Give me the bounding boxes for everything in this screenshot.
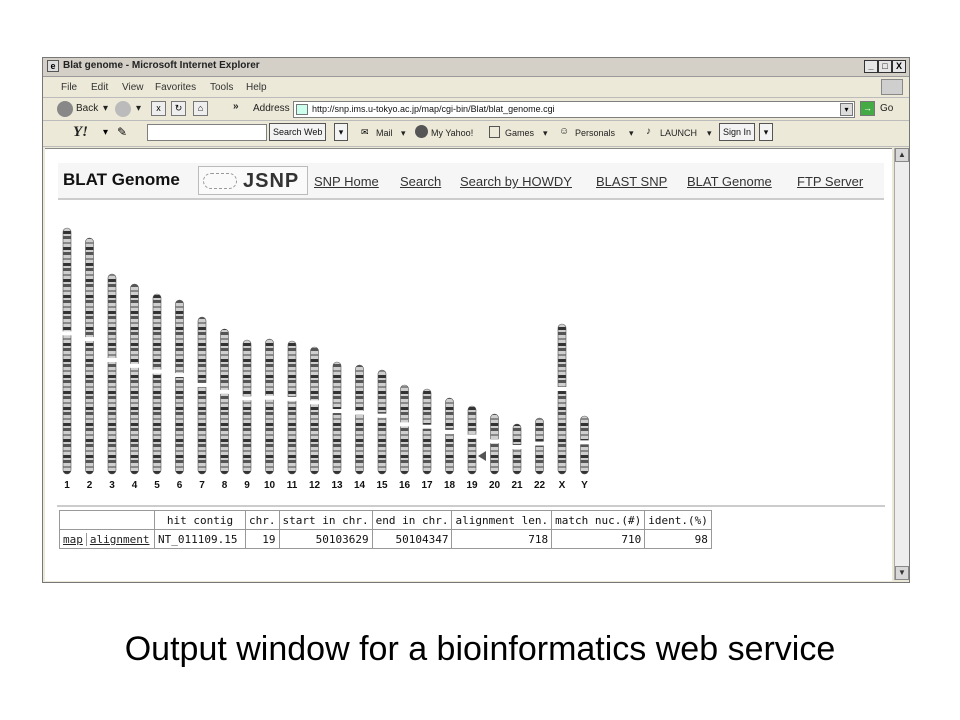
vertical-scrollbar[interactable] xyxy=(894,148,909,580)
centromere-9 xyxy=(243,396,252,400)
chromosome-label: 1 xyxy=(64,480,70,491)
chromosome-12[interactable] xyxy=(311,347,319,474)
centromere-11 xyxy=(288,397,297,401)
chromosome-label: 2 xyxy=(86,480,93,491)
menu-file[interactable]: File xyxy=(61,82,78,93)
header-start: start in chr. xyxy=(279,511,372,530)
chromosome-5[interactable] xyxy=(153,294,161,474)
link-search-by-howdy[interactable]: Search by HOWDY xyxy=(460,174,572,189)
home-icon[interactable]: ⌂ xyxy=(193,101,208,116)
cell-hit-contig: NT_011109.15 xyxy=(155,530,246,549)
mail-link[interactable]: Mail xyxy=(376,128,393,138)
go-button-label[interactable]: Go xyxy=(880,103,894,114)
chromosome-10[interactable] xyxy=(266,339,274,474)
chromosome-22[interactable] xyxy=(536,418,544,474)
chromosome-14[interactable] xyxy=(356,365,364,474)
chromosome-label: 6 xyxy=(176,480,183,491)
chromosome-label: 16 xyxy=(398,480,411,491)
chromosome-6[interactable] xyxy=(176,300,184,474)
personals-icon[interactable]: ☺ xyxy=(559,126,570,137)
sign-in-dropdown-icon[interactable]: ▾ xyxy=(759,123,773,141)
header-match-nuc: match nuc.(#) xyxy=(552,511,645,530)
address-dropdown-icon[interactable]: ▾ xyxy=(840,103,853,116)
more-buttons-chevron[interactable]: » xyxy=(233,101,239,112)
cell-end: 50104347 xyxy=(372,530,452,549)
scroll-down-arrow-icon[interactable]: ▼ xyxy=(895,566,909,580)
mail-dropdown-icon[interactable]: ▾ xyxy=(401,128,406,138)
cell-ident: 98 xyxy=(645,530,712,549)
centromere-Y xyxy=(580,440,589,444)
header-alignment-len: alignment len. xyxy=(452,511,552,530)
page-title: BLAT Genome xyxy=(63,170,180,189)
centromere-2 xyxy=(85,337,94,341)
chromosome-label: 17 xyxy=(421,480,433,491)
chromosome-18[interactable] xyxy=(446,398,454,474)
centromere-8 xyxy=(220,390,229,394)
menu-view[interactable]: View xyxy=(122,82,144,93)
divider xyxy=(57,505,885,507)
chromosome-3[interactable] xyxy=(108,274,116,474)
search-web-button[interactable]: Search Web xyxy=(269,123,326,141)
chromosome-label: 7 xyxy=(199,480,205,491)
centromere-18 xyxy=(445,430,454,434)
map-link[interactable]: map xyxy=(63,532,83,546)
centromere-5 xyxy=(153,370,162,374)
jsnp-logo xyxy=(198,166,308,195)
centromere-7 xyxy=(198,383,207,387)
centromere-19 xyxy=(468,435,477,439)
mail-icon[interactable]: ✉ xyxy=(361,127,369,137)
stop-icon[interactable]: x xyxy=(151,101,166,116)
title-bar xyxy=(43,58,909,77)
close-button[interactable]: X xyxy=(892,60,906,73)
centromere-20 xyxy=(490,439,499,443)
centromere-22 xyxy=(535,442,544,446)
page-header xyxy=(58,163,884,200)
chromosome-label: 10 xyxy=(263,480,276,491)
chromosome-label: 14 xyxy=(353,480,366,491)
scroll-up-arrow-icon[interactable]: ▲ xyxy=(895,148,909,162)
centromere-16 xyxy=(400,422,409,426)
chromosome-label: 18 xyxy=(443,480,456,491)
header-empty xyxy=(60,511,155,530)
chromosome-4[interactable] xyxy=(131,284,139,474)
link-blast-snp[interactable]: BLAST SNP xyxy=(596,174,668,189)
browser-window xyxy=(42,57,910,583)
cell-match-nuc: 710 xyxy=(552,530,645,549)
menu-edit[interactable]: Edit xyxy=(91,82,109,93)
forward-dropdown-icon[interactable]: ▾ xyxy=(136,103,142,114)
address-value: http://snp.ims.u-tokyo.ac.jp/map/cgi-bin/Blat/blat_genome.cgi xyxy=(312,104,555,114)
header-chr: chr. xyxy=(246,511,280,530)
games-link[interactable]: Games xyxy=(505,128,535,138)
personals-link[interactable]: Personals xyxy=(575,128,616,138)
address-label: Address xyxy=(253,103,290,114)
header-hit-contig: hit contig xyxy=(155,511,246,530)
sign-in-button[interactable]: Sign In xyxy=(719,123,755,141)
chromosome-11[interactable] xyxy=(288,341,296,474)
chromosome-20[interactable] xyxy=(491,414,499,474)
centromere-14 xyxy=(355,411,364,415)
link-ftp-server[interactable]: FTP Server xyxy=(797,174,864,189)
chromosome-label: 20 xyxy=(488,480,501,491)
chromosome-1[interactable] xyxy=(63,228,71,474)
search-dropdown-icon[interactable]: ▾ xyxy=(334,123,348,141)
refresh-icon[interactable]: ↻ xyxy=(171,101,186,116)
chromosome-label: 9 xyxy=(244,480,250,491)
dna-swirl-icon xyxy=(203,173,237,189)
centromere-4 xyxy=(130,364,139,368)
games-dropdown-icon[interactable]: ▾ xyxy=(543,128,548,138)
chromosome-13[interactable] xyxy=(333,362,341,474)
chromosome-label: Y xyxy=(581,480,588,491)
row-links-cell xyxy=(60,530,155,549)
chromosome-label: 3 xyxy=(109,480,115,491)
chromosome-ideogram xyxy=(45,204,890,504)
chromosome-label: 4 xyxy=(131,480,138,491)
chromosome-label: 21 xyxy=(511,480,523,491)
yahoo-search-input[interactable] xyxy=(147,124,267,141)
chromosome-8[interactable] xyxy=(221,329,229,474)
chromosome-label: 13 xyxy=(331,480,343,491)
menu-favorites[interactable]: Favorites xyxy=(155,82,197,93)
centromere-6 xyxy=(175,373,184,377)
table-header-row xyxy=(60,511,712,530)
menu-bar xyxy=(43,78,909,98)
launch-link[interactable]: LAUNCH xyxy=(660,128,698,138)
personals-dropdown-icon[interactable]: ▾ xyxy=(629,128,634,138)
logo-text: JSNP xyxy=(243,170,300,192)
chromosome-7[interactable] xyxy=(198,317,206,474)
chromosome-15[interactable] xyxy=(378,370,386,474)
windows-logo-icon xyxy=(881,79,903,95)
back-dropdown-icon[interactable]: ▾ xyxy=(103,103,109,114)
my-yahoo-icon[interactable] xyxy=(415,125,428,138)
chromosome-label: 12 xyxy=(308,480,321,491)
maximize-button[interactable]: □ xyxy=(878,60,892,73)
chromosome-label: 22 xyxy=(533,480,546,491)
go-arrow-icon[interactable]: → xyxy=(860,101,875,116)
chromosome-X[interactable] xyxy=(558,324,566,474)
launch-icon[interactable]: ♪ xyxy=(646,126,651,137)
chromosome-2[interactable] xyxy=(86,238,94,474)
centromere-15 xyxy=(378,414,387,418)
chromosome-9[interactable] xyxy=(243,340,251,474)
back-arrow-icon[interactable] xyxy=(57,101,73,117)
address-input[interactable] xyxy=(293,101,855,118)
my-yahoo-link[interactable]: My Yahoo! xyxy=(431,128,474,138)
slide-caption: Output window for a bioinformatics web service xyxy=(124,630,836,668)
chromosome-label: X xyxy=(558,480,566,491)
centromere-12 xyxy=(310,400,319,404)
chromosome-label: 11 xyxy=(286,480,298,491)
alignment-link[interactable]: alignment xyxy=(89,532,150,546)
back-button-label[interactable]: Back xyxy=(76,103,99,114)
chromosome-label: 8 xyxy=(221,480,228,491)
minimize-button[interactable]: _ xyxy=(864,60,878,73)
chromosome-16[interactable] xyxy=(401,385,409,474)
cell-alignment-len: 718 xyxy=(452,530,552,549)
window-title: Blat genome - Microsoft Internet Explorer xyxy=(63,60,260,71)
centromere-X xyxy=(558,387,567,391)
page-icon xyxy=(296,104,308,115)
menu-help[interactable]: Help xyxy=(246,82,267,93)
chromosome-19[interactable] xyxy=(468,406,476,474)
cell-start: 50103629 xyxy=(279,530,372,549)
centromere-3 xyxy=(108,358,117,362)
header-end: end in chr. xyxy=(372,511,452,530)
header-ident: ident.(%) xyxy=(645,511,712,530)
menu-tools[interactable]: Tools xyxy=(210,82,234,93)
link-search[interactable]: Search xyxy=(400,174,442,189)
centromere-21 xyxy=(513,445,522,449)
yahoo-dropdown-icon[interactable]: ▾ xyxy=(103,127,109,138)
forward-arrow-icon[interactable] xyxy=(115,101,131,117)
link-blat-genome[interactable]: BLAT Genome xyxy=(687,174,772,189)
games-icon[interactable] xyxy=(489,126,500,138)
link-snp-home[interactable]: SNP Home xyxy=(314,174,379,189)
chromosome-17[interactable] xyxy=(423,389,431,474)
chromosome-label: 15 xyxy=(376,480,388,491)
chromosome-label: 19 xyxy=(466,480,478,491)
table-row xyxy=(60,530,712,549)
centromere-1 xyxy=(63,331,72,335)
chromosome-label: 5 xyxy=(154,480,160,491)
pencil-icon[interactable]: ✎ xyxy=(117,125,128,139)
cell-chr: 19 xyxy=(246,530,280,549)
yahoo-logo-icon[interactable]: Y! xyxy=(73,124,88,140)
centromere-17 xyxy=(423,425,432,429)
hit-marker-arrow-icon xyxy=(478,451,486,461)
chromosome-Y[interactable] xyxy=(581,416,589,474)
launch-dropdown-icon[interactable]: ▾ xyxy=(707,128,712,138)
results-table xyxy=(59,510,712,549)
page-content xyxy=(45,148,892,581)
centromere-13 xyxy=(333,409,342,413)
ie-app-icon: e xyxy=(47,60,59,72)
centromere-10 xyxy=(265,396,274,400)
